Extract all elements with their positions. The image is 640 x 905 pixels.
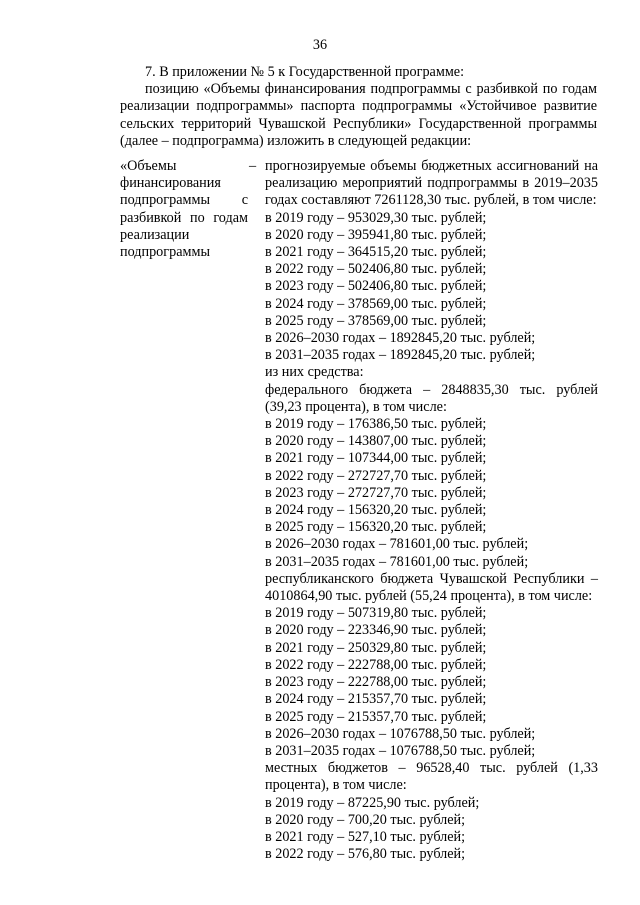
list-item: в 2020 году – 143807,00 тыс. рублей; — [265, 433, 487, 450]
list-item: в 2026–2030 годах – 1892845,20 тыс. рублей; — [265, 330, 536, 347]
list-item: в 2023 году – 222788,00 тыс. рублей; — [265, 674, 487, 691]
list-item: в 2024 году – 215357,70 тыс. рублей; — [265, 691, 487, 708]
list-item: в 2026–2030 годах – 1076788,50 тыс. рублей; — [265, 725, 536, 742]
list-item: в 2026–2030 годах – 781601,00 тыс. рублей; — [265, 536, 529, 553]
list-item: в 2023 году – 272727,70 тыс. рублей; — [265, 484, 487, 501]
list-item: в 2020 году – 700,20 тыс. рублей; — [265, 811, 466, 828]
list-item: в 2022 году – 272727,70 тыс. рублей; — [265, 467, 487, 484]
list-item: в 2024 году – 378569,00 тыс. рублей; — [265, 295, 487, 312]
list-item: в 2025 году – 215357,70 тыс. рублей; — [265, 708, 487, 725]
list-item: в 2021 году – 107344,00 тыс. рублей; — [265, 450, 487, 467]
amendment-heading: 7. В приложении № 5 к Государственной программе: — [145, 64, 465, 80]
list-item: в 2019 году – 953029,30 тыс. рублей; — [265, 209, 487, 226]
list-item: в 2023 году – 502406,80 тыс. рублей; — [265, 278, 487, 295]
list-item: в 2025 году – 156320,20 тыс. рублей; — [265, 519, 487, 536]
position-content-column — [265, 158, 598, 863]
amendment-paragraph: позицию «Объемы финансирования подпрограммы с разбивкой по годам реализации подпрограммы» паспорта подпрограммы «Устойчивое развитие сельских территорий Чувашской Республики» Государственной программы (далее – подпрограмма) изложить в следующей редакции: — [120, 81, 597, 149]
list-item: в 2019 году – 176386,50 тыс. рублей; — [265, 416, 487, 433]
list-item: в 2031–2035 годах – 781601,00 тыс. рублей; — [265, 553, 529, 570]
federal-budget-text: федерального бюджета – 2848835,30 тыс. рублей (39,23 процента), в том числе: — [265, 381, 598, 415]
position-label: «Объемы финансирования подпрограммы с разбивкой по годам реализации подпрограммы — [120, 158, 248, 261]
republican-budget-text: республиканского бюджета Чувашской Республики – 4010864,90 тыс. рублей (55,24 процента), в том числе: — [265, 570, 598, 605]
list-item: в 2019 году – 507319,80 тыс. рублей; — [265, 605, 487, 622]
total-years-list — [265, 210, 598, 365]
local-budget-text: местных бюджетов – 96528,40 тыс. рублей (1,33 процента), в том числе: — [265, 760, 598, 794]
list-item: в 2022 году – 502406,80 тыс. рублей; — [265, 261, 487, 278]
federal-years-list — [265, 416, 598, 571]
total-funding-text: прогнозируемые объемы бюджетных ассигнований на реализацию мероприятий подпрограммы в 2019–2035 годах составляют 7261128,30 тыс. рублей, в том числе: — [265, 158, 598, 209]
list-item: в 2022 году – 576,80 тыс. рублей; — [265, 846, 466, 863]
list-item: в 2031–2035 годах – 1892845,20 тыс. рублей; — [265, 347, 536, 364]
list-item: в 2021 году – 527,10 тыс. рублей; — [265, 828, 466, 845]
sources-heading: из них средства: — [265, 364, 364, 381]
list-item: в 2025 году – 378569,00 тыс. рублей; — [265, 312, 487, 329]
republican-years-list — [265, 605, 598, 760]
position-label-column — [120, 158, 248, 261]
list-item: в 2020 году – 395941,80 тыс. рублей; — [265, 226, 487, 243]
page-number: 36 — [312, 37, 328, 53]
list-item: в 2020 году – 223346,90 тыс. рублей; — [265, 622, 487, 639]
list-item: в 2031–2035 годах – 1076788,50 тыс. рублей; — [265, 742, 536, 759]
amendment-intro — [120, 64, 597, 150]
list-item: в 2022 году – 222788,00 тыс. рублей; — [265, 656, 487, 673]
list-item: в 2021 году – 364515,20 тыс. рублей; — [265, 244, 487, 261]
list-item: в 2024 году – 156320,20 тыс. рублей; — [265, 502, 487, 519]
list-item: в 2019 году – 87225,90 тыс. рублей; — [265, 794, 480, 811]
local-years-list — [265, 795, 598, 864]
position-dash: – — [249, 158, 257, 174]
list-item: в 2021 году – 250329,80 тыс. рублей; — [265, 639, 487, 656]
